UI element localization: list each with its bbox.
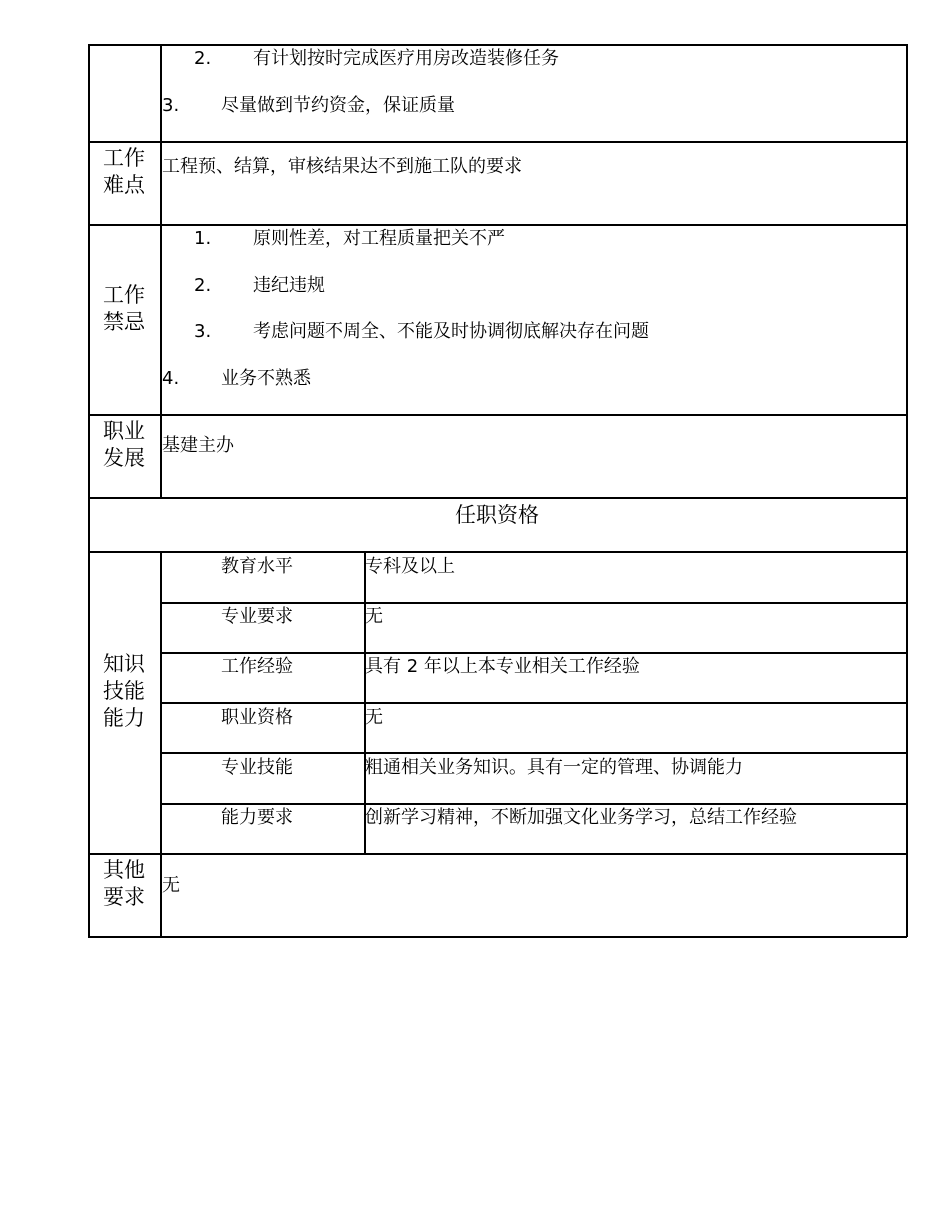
qualification-key: 能力要求 xyxy=(221,807,293,828)
list-item: 业务不熟悉 xyxy=(221,368,311,389)
difficulty-label: 工作 难点 xyxy=(103,146,145,197)
qualification-value: 无 xyxy=(365,707,383,728)
career-text: 基建主办 xyxy=(162,435,234,456)
list-number: 1. xyxy=(194,228,212,249)
qualification-key: 工作经验 xyxy=(221,656,293,677)
qualification-value: 专科及以上 xyxy=(365,556,455,577)
other-label: 其他 要求 xyxy=(103,858,145,909)
qualification-key: 专业技能 xyxy=(221,757,293,778)
taboos-label: 工作 禁忌 xyxy=(103,283,145,334)
qualification-key: 专业要求 xyxy=(221,606,293,627)
list-number: 4. xyxy=(162,368,180,389)
qualification-key: 教育水平 xyxy=(221,556,293,577)
list-number: 2. xyxy=(194,48,212,69)
list-item: 违纪违规 xyxy=(253,275,325,296)
qualification-value: 具有 2 年以上本专业相关工作经验 xyxy=(365,656,640,677)
list-number: 3. xyxy=(194,321,212,342)
list-item: 考虑问题不周全、不能及时协调彻底解决存在问题 xyxy=(253,321,649,342)
list-item: 尽量做到节约资金，保证质量 xyxy=(221,95,455,116)
list-item: 有计划按时完成医疗用房改造装修任务 xyxy=(253,48,559,69)
qualification-value: 创新学习精神，不断加强文化业务学习，总结工作经验 xyxy=(365,807,797,828)
other-text: 无 xyxy=(162,875,180,896)
qualification-value: 无 xyxy=(365,606,383,627)
list-item: 原则性差，对工程质量把关不严 xyxy=(253,228,505,249)
qualifications-label: 知识 技能 能力 xyxy=(103,652,145,730)
career-label: 职业 发展 xyxy=(103,419,145,470)
list-number: 2. xyxy=(194,275,212,296)
section-title: 任职资格 xyxy=(455,503,539,527)
difficulty-text: 工程预、结算，审核结果达不到施工队的要求 xyxy=(162,156,522,177)
list-number: 3. xyxy=(162,95,180,116)
qualification-key: 职业资格 xyxy=(221,707,293,728)
qualification-value: 粗通相关业务知识。具有一定的管理、协调能力 xyxy=(365,757,743,778)
